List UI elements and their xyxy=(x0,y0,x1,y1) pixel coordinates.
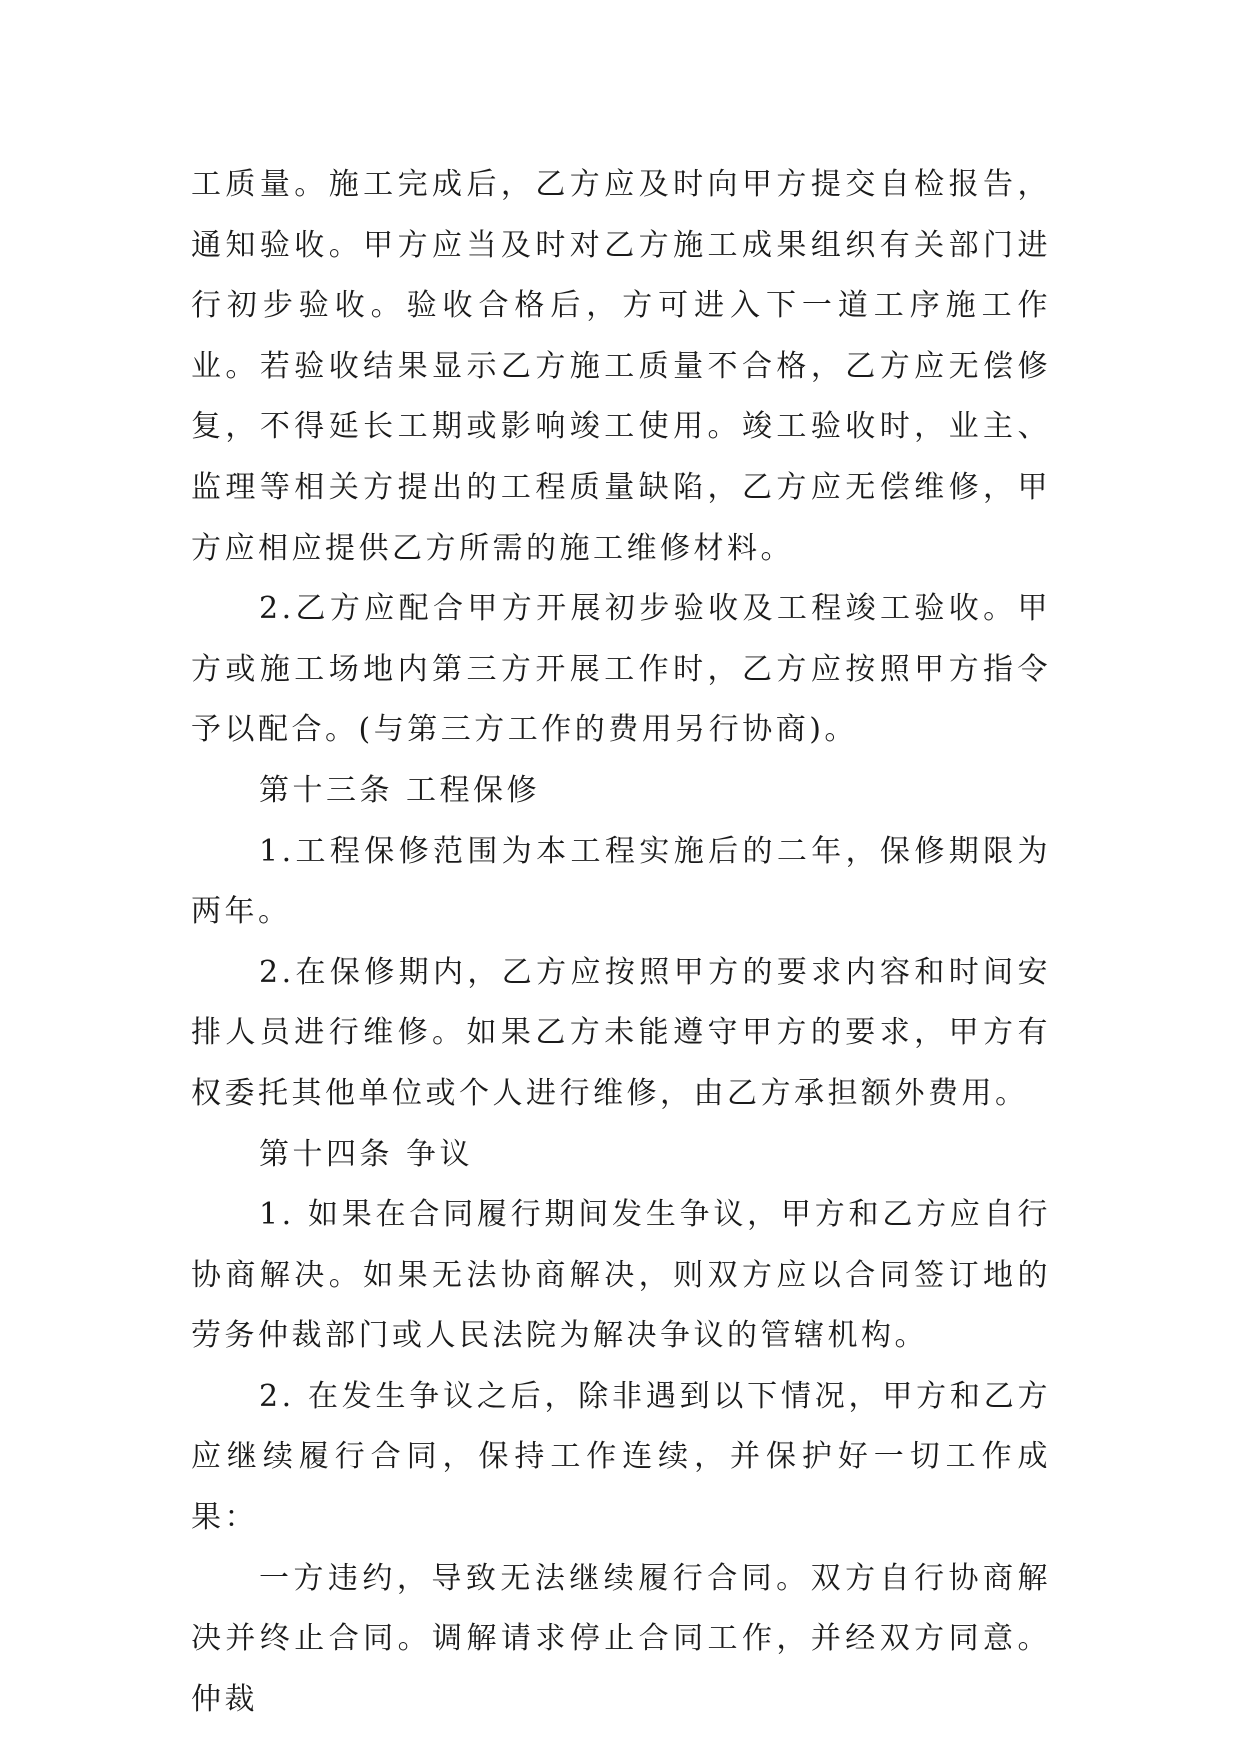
paragraph-acceptance-quality: 工质量。施工完成后，乙方应及时向甲方提交自检报告，通知验收。甲方应当及时对乙方施工成果组织有关部门进行初步验收。验收合格后，方可进入下一道工序施工作业。若验收结果显示乙方施工质量不合格，乙方应无偿修复，不得延长工期或影响竣工使用。竣工验收时，业主、监理等相关方提出的工程质量缺陷，乙方应无偿维修，甲方应相应提供乙方所需的施工维修材料。 xyxy=(191,167,1051,566)
paragraph-acceptance-cooperation: 2.乙方应配合甲方开展初步验收及工程竣工验收。甲方或施工场地内第三方开展工作时，乙方应按照甲方指令予以配合。(与第三方工作的费用另行协商)。 xyxy=(191,591,1051,748)
paragraph-warranty-repair: 2.在保修期内，乙方应按照甲方的要求内容和时间安排人员进行维修。如果乙方未能遵守甲方的要求，甲方有权委托其他单位或个人进行维修，由乙方承担额外费用。 xyxy=(191,954,1051,1111)
paragraph-dispute-resolution: 1. 如果在合同履行期间发生争议，甲方和乙方应自行协商解决。如果无法协商解决，则双方应以合同签订地的劳务仲裁部门或人民法院为解决争议的管辖机构。 xyxy=(191,1197,1051,1354)
document-page xyxy=(191,155,1051,1730)
paragraph-warranty-scope: 1.工程保修范围为本工程实施后的二年，保修期限为两年。 xyxy=(191,833,1051,930)
paragraph-dispute-exceptions: 一方违约，导致无法继续履行合同。双方自行协商解决并终止合同。调解请求停止合同工作，并经双方同意。仲裁 xyxy=(191,1560,1051,1717)
paragraph-dispute-continuation: 2. 在发生争议之后，除非遇到以下情况，甲方和乙方应继续履行合同，保持工作连续，并保护好一切工作成果： xyxy=(191,1378,1051,1536)
article-13-heading: 第十三条 工程保修 xyxy=(259,772,541,808)
article-14-heading: 第十四条 争议 xyxy=(259,1136,474,1172)
